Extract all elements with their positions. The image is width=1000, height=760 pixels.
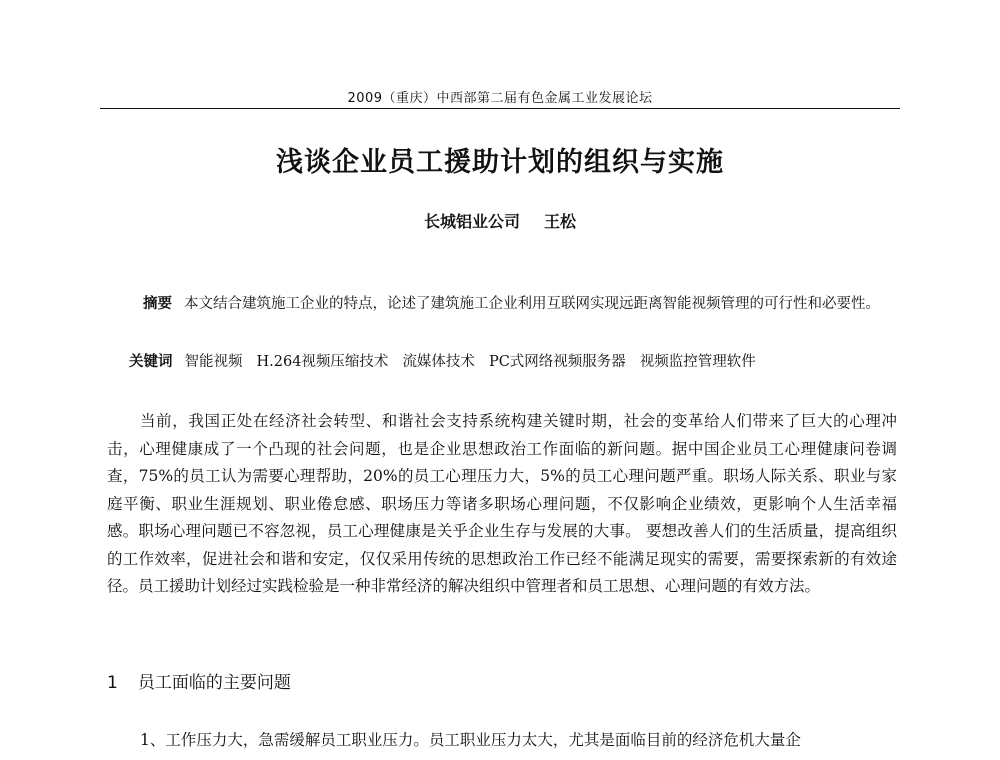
keyword-item: 视频监控管理软件 [639,354,756,370]
keyword-item: 流媒体技术 [402,354,475,370]
section-paragraph: 1、工作压力大，急需缓解员工职业压力。员工职业压力太大，尤其是面临目前的经济危机大量企 [140,731,801,749]
keyword-item: PC式网络视频服务器 [488,354,626,370]
header-rule [100,108,900,109]
abstract-text: 本文结合建筑施工企业的特点，论述了建筑施工企业利用互联网实现远距离智能视频管理的可行性和必要性。 [184,296,880,312]
byline [100,209,900,232]
intro-paragraph: 当前，我国正处在经济社会转型、和谐社会支持系统构建关键时期，社会的变革给人们带来了巨大的心理冲击，心理健康成了一个凸现的社会问题，也是企业思想政治工作面临的新问题。据中国企业员工心理健康问卷调查，75%的员工认为需要心理帮助，20%的员工心理压力大，5%的员工心理问题严重。职场人际关系、职业与家庭平衡、职业生涯规划、职业倦怠感、职场压力等诸多职场心理问题，不仅影响企业绩效，更影响个人生活幸福感。职场心理问题已不容忽视，员工心理健康是关乎企业生存与发展的大事。 要想改善人们的生活质量，提高组织的工作效率，促进社会和谐和安定，仅仅采用传统的思想政治工作已经不能满足现实的需要，需要探索新的有效途径。员工援助计划经过实践检验是一种非常经济的解决组织中管理者和员工思想、心理问题的有效方法。 [107,412,897,595]
abstract-label: 摘要 [143,296,172,312]
section-number: 1 [107,673,118,693]
affiliation: 长城铝业公司 [423,212,520,231]
keyword-item: H.264视频压缩技术 [256,354,389,370]
keywords-label: 关键词 [129,354,173,370]
section-heading [107,668,291,693]
section-title: 员工面临的主要问题 [137,673,291,693]
article-title: 浅谈企业员工援助计划的组织与实施 [276,147,724,178]
keyword-item: 智能视频 [184,354,243,370]
author-name: 王松 [544,212,577,231]
running-header: 2009（重庆）中西部第二届有色金属工业发展论坛 [347,91,653,106]
abstract [107,292,897,317]
keywords [107,350,897,375]
